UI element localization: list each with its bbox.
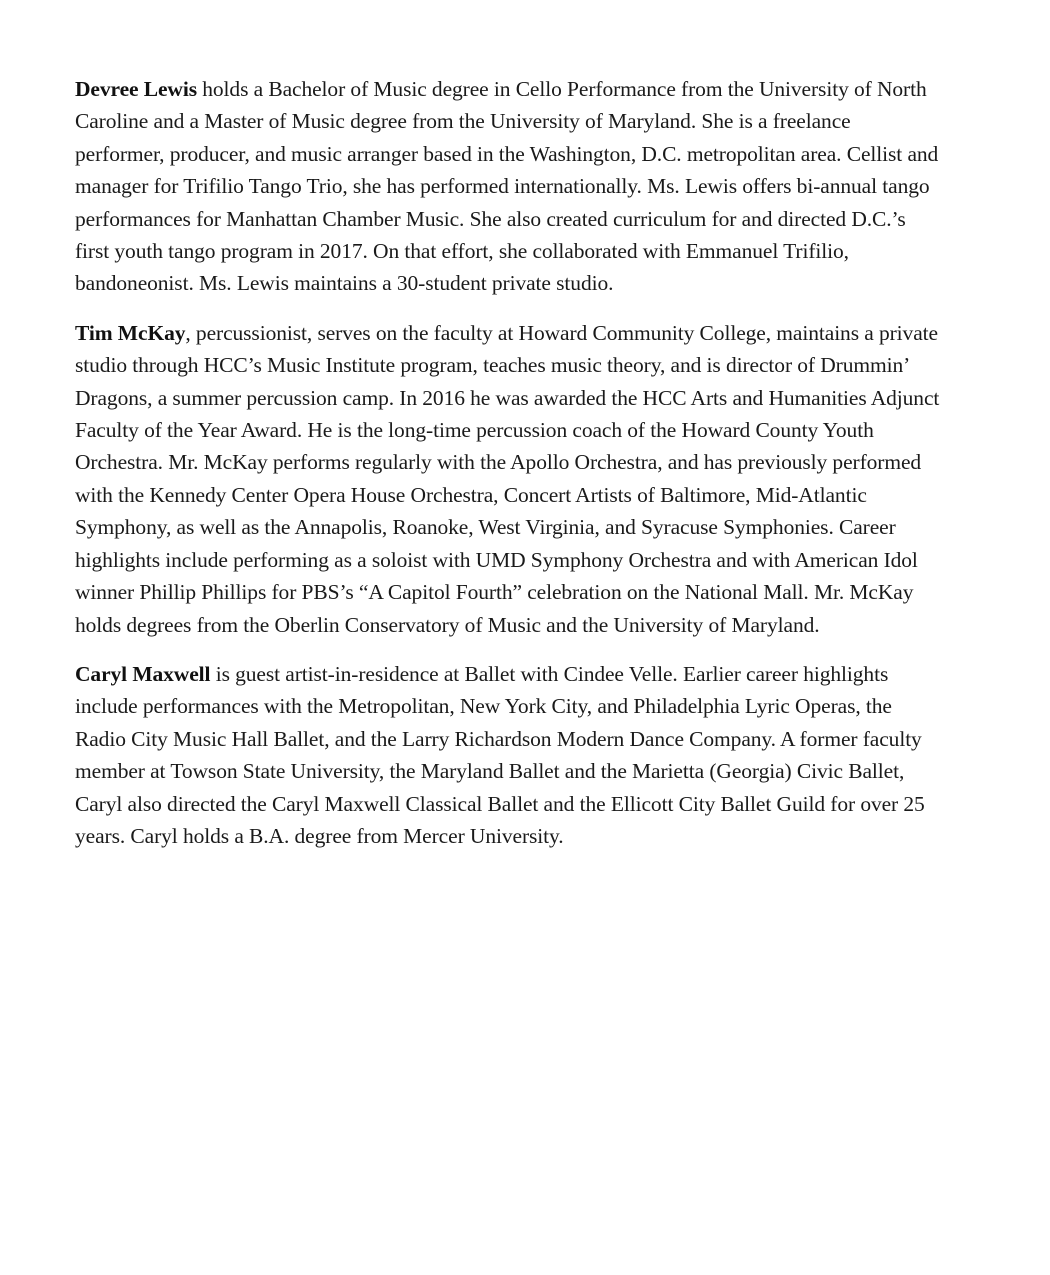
- bio-text: is guest artist-in-residence at Ballet with Cindee Velle. Earlier career highlights include performances with the Metropolitan, New York City, and Philadelphia Lyric Operas, the Radio City Music Hall Ballet, and the Larry Richardson Modern Dance Company. A former faculty member at Towson State University, the Maryland Ballet and the Marietta (Georgia) Civic Ballet, Caryl also directed the Caryl Maxwell Classical Ballet and the Ellicott City Ballet Guild for over 25 years. Caryl holds a B.A. degree from Mercer University.: [75, 661, 925, 848]
- bio-section: [75, 73, 945, 869]
- bio-name: Tim McKay: [75, 320, 186, 345]
- bio-text: , percussionist, serves on the faculty at Howard Community College, maintains a private studio through HCC’s Music Institute program, teaches music theory, and is director of Drummin’ Dragons, a summer percussion camp. In 2016 he was awarded the HCC Arts and Humanities Adjunct Faculty of the Year Award. He is the long-time percussion coach of the Howard County Youth Orchestra. Mr. McKay performs regularly with the Apollo Orchestra, and has previously performed with the Kennedy Center Opera House Orchestra, Concert Artists of Baltimore, Mid-Atlantic Symphony, as well as the Annapolis, Roanoke, West Virginia, and Syracuse Symphonies. Career highlights include performing as a soloist with UMD Symphony Orchestra and with American Idol winner Phillip Phillips for PBS’s “A Capitol Fourth” celebration on the National Mall. Mr. McKay holds degrees from the Oberlin Conservatory of Music and the University of Maryland.: [75, 320, 940, 637]
- bio-tim-mckay: [75, 317, 945, 641]
- bio-name: Devree Lewis: [75, 77, 197, 101]
- bio-devree-lewis: [75, 73, 945, 300]
- bio-text: holds a Bachelor of Music degree in Cello Performance from the University of North Caroline and a Master of Music degree from the University of Maryland. She is a freelance performer, producer, and music arranger based in the Washington, D.C. metropolitan area. Cellist and manager for Trifilio Tango Trio, she has performed internationally. Ms. Lewis offers bi-annual tango performances for Manhattan Chamber Music. She also created curriculum for and directed D.C.’s first youth tango program in 2017. On that effort, she collaborated with Emmanuel Trifilio, bandoneonist. Ms. Lewis maintains a 30-student private studio.: [75, 77, 939, 296]
- bio-caryl-maxwell: [75, 658, 945, 852]
- bio-name: Caryl Maxwell: [75, 661, 211, 686]
